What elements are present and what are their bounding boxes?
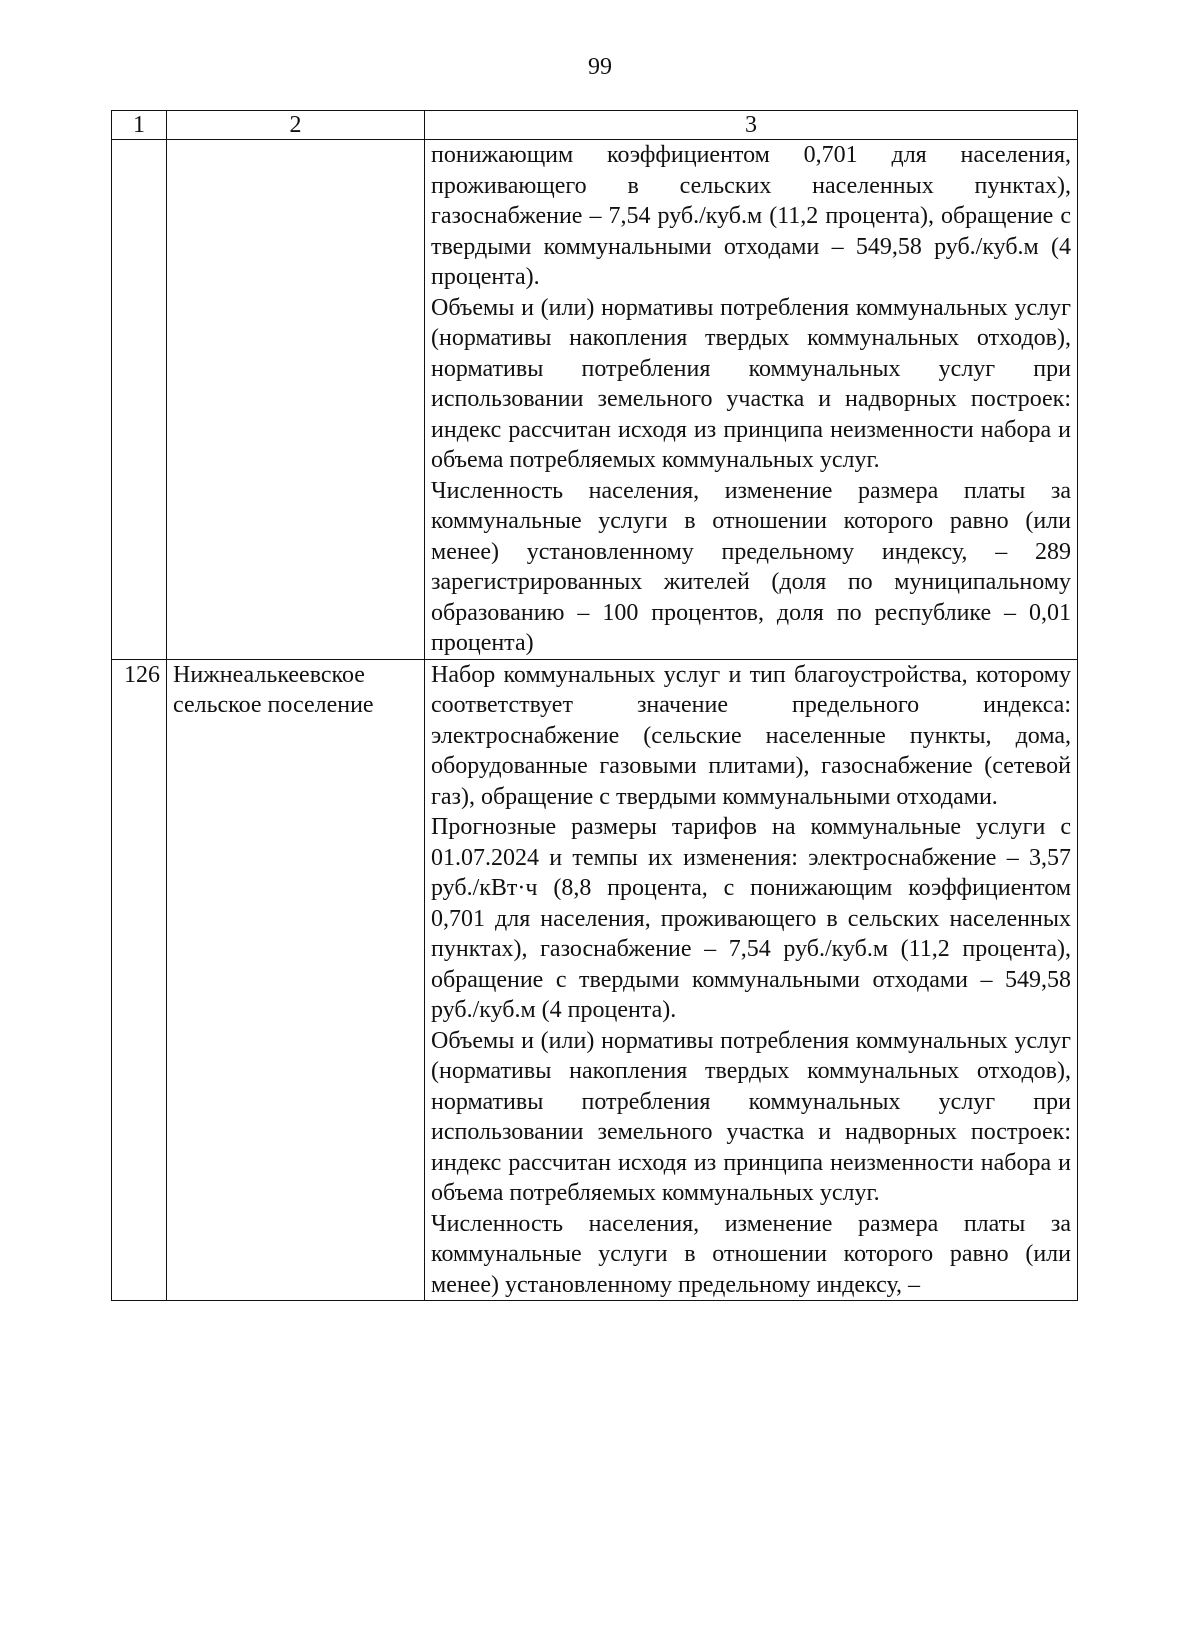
table-row	[112, 659, 1078, 1301]
column-header-2: 2	[167, 111, 425, 140]
table-header-row	[112, 111, 1078, 140]
row-number: 126	[112, 659, 167, 1301]
column-header-3: 3	[425, 111, 1078, 140]
row-content	[425, 140, 1078, 660]
page-number: 99	[588, 54, 612, 80]
content-paragraph: Численность населения, изменение размера платы за коммунальные услуги в отношении которого равно (или менее) установленному предельному индексу, –	[431, 1210, 1071, 1298]
row-content	[425, 659, 1078, 1301]
content-paragraph: Набор коммунальных услуг и тип благоустройства, которому соответствует значение предельного индекса: электроснабжение (сельские населенные пункты, дома, оборудованные газовыми плитами), газоснабжение (сетевой газ), обращение с твердыми коммунальными отходами.	[431, 661, 1071, 810]
settlement-name: Нижнеалькеевское сельское поселение	[167, 659, 425, 1301]
table-row	[112, 140, 1078, 660]
content-paragraph: Численность населения, изменение размера платы за коммунальные услуги в отношении которого равно (или менее) установленному предельному индексу, – 289 зарегистрированных жителей (доля по муниципальному образованию – 100 процентов, доля по республике – 0,01 процента)	[431, 477, 1071, 656]
content-paragraph: понижающим коэффициентом 0,701 для населения, проживающего в сельских населенных пунктах), газоснабжение – 7,54 руб./куб.м (11,2 процента), обращение с твердыми коммунальными отходами – 549,58 руб./куб.м (4 процента).	[431, 142, 1071, 290]
row-number	[112, 140, 167, 660]
settlement-name	[167, 140, 425, 660]
column-header-1: 1	[112, 111, 167, 140]
content-paragraph: Прогнозные размеры тарифов на коммунальные услуги с 01.07.2024 и темпы их изменения: электроснабжение – 3,57 руб./кВт·ч (8,8 процента, с понижающим коэффициентом 0,701 для населения, проживающего в сельских населенных пунктах), газоснабжение – 7,54 руб./куб.м (11,2 процента), обращение с твердыми коммунальными отходами – 549,58 руб./куб.м (4 процента).	[431, 814, 1071, 1023]
content-paragraph: Объемы и (или) нормативы потребления коммунальных услуг (нормативы накопления твердых коммунальных отходов), нормативы потребления коммунальных услуг при использовании земельного участка и надворных построек: индекс рассчитан исходя из принципа неизменности набора и объема потребляемых коммунальных услуг.	[431, 1027, 1071, 1206]
content-paragraph: Объемы и (или) нормативы потребления коммунальных услуг (нормативы накопления твердых коммунальных отходов), нормативы потребления коммунальных услуг при использовании земельного участка и надворных построек: индекс рассчитан исходя из принципа неизменности набора и объема потребляемых коммунальных услуг.	[431, 294, 1071, 473]
tariff-table	[111, 110, 1078, 1301]
